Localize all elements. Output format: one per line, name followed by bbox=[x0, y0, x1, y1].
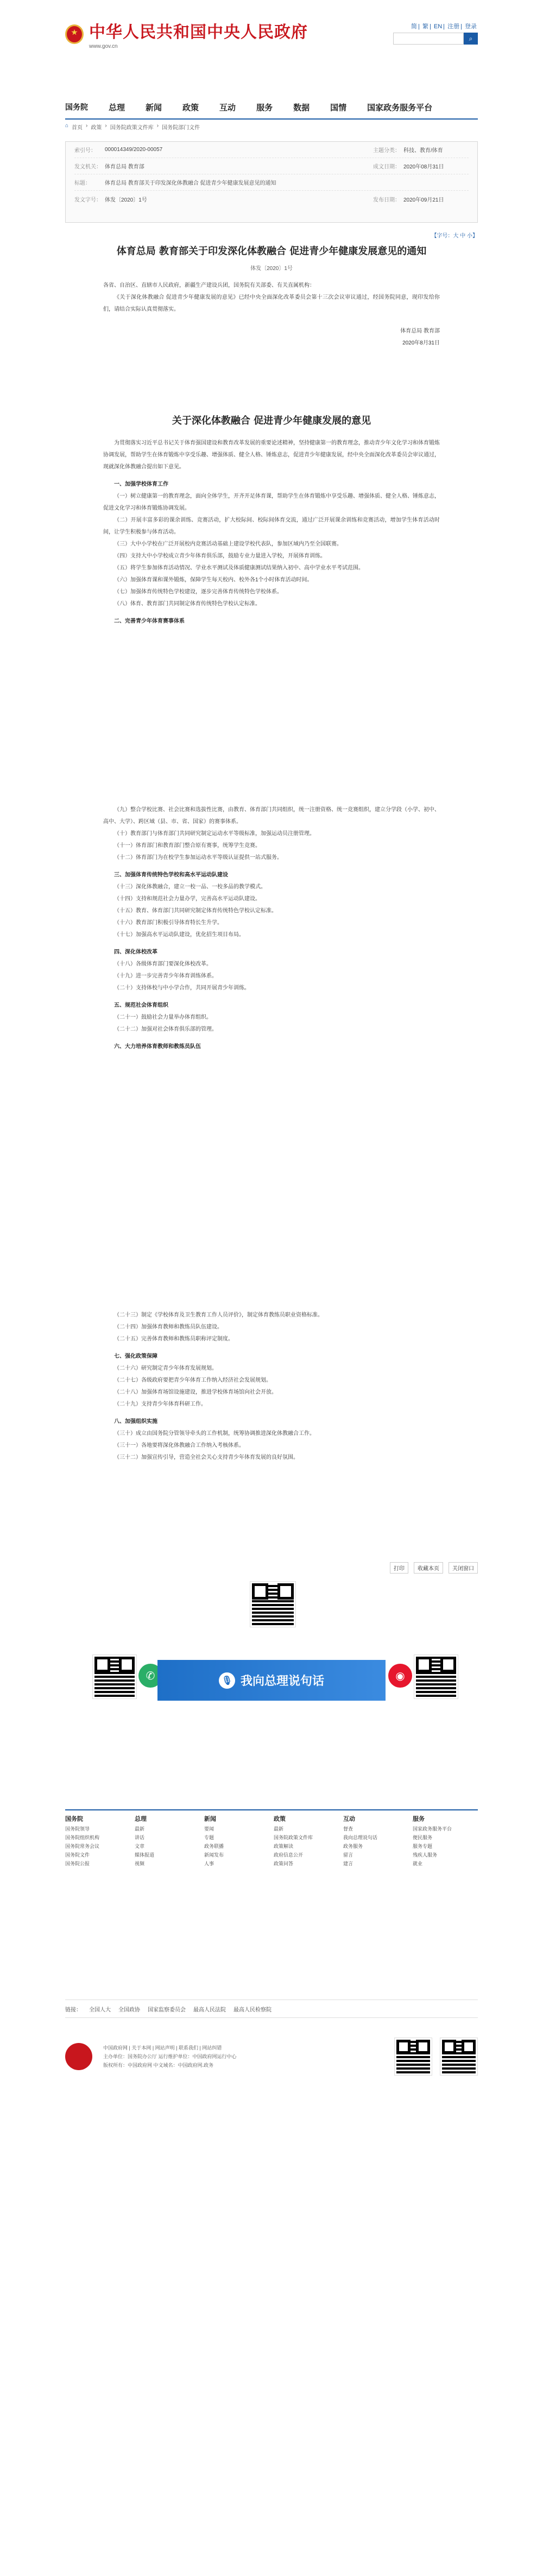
title-value: 体育总局 教育部关于印发深化体教融合 促进青少年健康发展意见的通知 bbox=[105, 180, 276, 186]
nav-guowuyuan[interactable]: 国务院 bbox=[65, 103, 88, 111]
pubdate-label: 发布日期： bbox=[373, 197, 400, 203]
footer-col-guowuyuan bbox=[65, 1815, 130, 1868]
section-7-heading: 七、强化政策保障 bbox=[114, 1353, 157, 1359]
article-docno: 体发〔2020〕1号 bbox=[250, 266, 293, 272]
issuer-value: 体育总局 教育部 bbox=[105, 164, 144, 170]
font-size-tools[interactable]: 【字号：大 中 小】 bbox=[431, 233, 478, 239]
footer-link[interactable]: 政策问答 bbox=[274, 1861, 294, 1866]
footer-link[interactable]: 政务联播 bbox=[204, 1844, 224, 1849]
footer-col-title[interactable]: 互动 bbox=[343, 1816, 355, 1822]
link-npc[interactable]: 全国人大 bbox=[89, 2007, 111, 2013]
footer-link[interactable]: 讲话 bbox=[135, 1835, 145, 1840]
footer-link[interactable]: 留言 bbox=[343, 1852, 353, 1858]
footer-link[interactable]: 督查 bbox=[343, 1826, 353, 1832]
nav-xinwen[interactable]: 新闻 bbox=[146, 103, 162, 112]
link-english[interactable]: EN bbox=[433, 23, 443, 30]
footer-col-hudong bbox=[343, 1815, 408, 1868]
footer-link[interactable]: 最新 bbox=[274, 1826, 284, 1832]
footer-link[interactable]: 视频 bbox=[135, 1861, 145, 1866]
docno-value: 体发〔2020〕1号 bbox=[105, 197, 147, 203]
crumb-library[interactable]: 国务院政策文件库 bbox=[110, 125, 154, 131]
section-2-heading: 二、完善青少年体育赛事体系 bbox=[114, 618, 185, 624]
footer-link[interactable]: 政策解读 bbox=[274, 1844, 294, 1849]
index-label: 索引号： bbox=[74, 148, 96, 154]
paragraph: （九）整合学校比赛、社会比赛和选拔性比赛，由教育、体育部门共同组织，统一注册资格、统一竞赛组织，建立分学段（小学、初中、高中、大学）、跨区域（县、市、省、国家）的赛事体系。 bbox=[103, 807, 440, 825]
paragraph: （二十三）制定《学校体育及卫生教育工作人员评价》，制定体育教练员职业资格标准。 bbox=[114, 1312, 323, 1318]
footer-col-title[interactable]: 总理 bbox=[135, 1816, 147, 1822]
link-cppcc[interactable]: 全国政协 bbox=[118, 2007, 140, 2013]
opinion-body-3 bbox=[103, 1309, 440, 1464]
paragraph: （二十七）各级政府要把青少年体育工作纳入经济社会发展规划。 bbox=[114, 1377, 272, 1383]
crumb-dept[interactable]: 国务院部门文件 bbox=[162, 125, 200, 131]
footer-icp: 版权所有：中国政府网 中文域名：中国政府网.政务 bbox=[103, 2063, 214, 2068]
footer-link[interactable]: 国务院文件 bbox=[65, 1852, 90, 1858]
paragraph: （三十一）各地要将深化体教融合工作纳入考核体系。 bbox=[114, 1443, 244, 1449]
section-6-heading: 六、大力培养体育教师和教练员队伍 bbox=[114, 1044, 201, 1050]
footer-link[interactable]: 政府信息公开 bbox=[274, 1852, 304, 1858]
paragraph: （二十五）完善体育教师和教练员职称评定制度。 bbox=[114, 1336, 233, 1342]
nav-zhengce[interactable]: 政策 bbox=[182, 103, 199, 112]
footer-nav bbox=[65, 1809, 478, 1868]
top-links: 简 | 繁 | EN | 注册 | 登录 bbox=[411, 23, 477, 30]
paragraph: （二十八）加强体育场馆设施建设，推进学校体育场馆向社会开放。 bbox=[114, 1389, 277, 1395]
home-icon: ⌂ bbox=[65, 123, 69, 129]
paragraph: （二十二）加强对社会体育俱乐部的管理。 bbox=[114, 1026, 217, 1032]
section-5-heading: 五、规范社会体育组织 bbox=[114, 1002, 168, 1008]
share-qr-code bbox=[250, 1581, 296, 1627]
header bbox=[0, 0, 543, 52]
docno-label: 发文字号： bbox=[74, 197, 102, 203]
footer-link[interactable]: 最新 bbox=[135, 1826, 145, 1832]
section-3-heading: 三、加强体育传统特色学校和高水平运动队建设 bbox=[114, 872, 228, 878]
search-icon[interactable]: ⌕ bbox=[464, 33, 478, 45]
paragraph: （十六）教育部门积极引导体育特长生升学。 bbox=[114, 920, 223, 926]
footer-link[interactable]: 我向总理说句话 bbox=[343, 1835, 378, 1840]
paragraph: （三）大中小学校在广泛开展校内竞赛活动基础上建设学校代表队，参加区域内乃至全国联赛。 bbox=[114, 541, 342, 547]
footer-about-links[interactable]: 中国政府网 | 关于本网 | 网站声明 | 联系我们 | 网站纠错 bbox=[103, 2045, 222, 2051]
weibo-icon[interactable]: ◉ bbox=[388, 1664, 412, 1688]
footer-col-fuwu bbox=[413, 1815, 478, 1868]
paragraph: （十八）各级体育部门要深化体校改革。 bbox=[114, 961, 212, 967]
paragraph: （三十二）加强宣传引导，营造全社会关心支持青少年体育发展的良好氛围。 bbox=[114, 1455, 299, 1461]
site-url: www.gov.cn bbox=[89, 43, 118, 49]
footer-link[interactable]: 建言 bbox=[343, 1861, 353, 1866]
print-button[interactable]: 打印 bbox=[390, 1562, 408, 1574]
nav-shuju[interactable]: 数据 bbox=[293, 103, 310, 112]
footer-col-xinwen bbox=[204, 1815, 269, 1868]
link-procuratorate[interactable]: 最高人民检察院 bbox=[233, 2007, 272, 2013]
footer-link[interactable]: 专题 bbox=[204, 1835, 214, 1840]
paragraph: （一）树立健康第一的教育理念，面向全体学生，开齐开足体育课，帮助学生在体育锻炼中享受乐趣、增强体质、健全人格、锤炼意志，促进文化学习和体育锻炼协调发展。 bbox=[103, 493, 440, 511]
footer-link[interactable]: 国务院政策文件库 bbox=[274, 1835, 313, 1840]
nav-platform[interactable]: 国家政务服务平台 bbox=[367, 103, 433, 112]
site-logo[interactable] bbox=[65, 18, 308, 49]
nav-guoqing[interactable]: 国情 bbox=[330, 103, 347, 112]
link-ccdi[interactable]: 国家监察委员会 bbox=[148, 2007, 186, 2013]
paragraph: （十二）体育部门为在校学生参加运动水平等级认证提供一站式服务。 bbox=[114, 855, 282, 861]
footer-col-zhengce bbox=[274, 1815, 339, 1868]
footer-link[interactable]: 残疾人服务 bbox=[413, 1852, 438, 1858]
app-qr-code bbox=[394, 2038, 432, 2076]
search-box bbox=[393, 33, 478, 45]
wechat-icon[interactable]: ✆ bbox=[138, 1664, 162, 1688]
nav-zongli[interactable]: 总理 bbox=[109, 103, 125, 112]
footer-col-title[interactable]: 新闻 bbox=[204, 1816, 216, 1822]
intro-paragraph: 《关于深化体教融合 促进青少年健康发展的意见》已经中央全面深化改革委员会第十三次会议审议通过，经国务院同意，现印发给你们，请结合实际认真贯彻落实。 bbox=[103, 294, 440, 312]
footer-sponsor: 主办单位：国务院办公厅 运行维护单位：中国政府网运行中心 bbox=[103, 2054, 237, 2059]
search-input[interactable] bbox=[393, 33, 464, 45]
paragraph: （二十四）加强体育教师和教练员队伍建设。 bbox=[114, 1324, 223, 1330]
title-label: 标题： bbox=[74, 180, 91, 186]
paragraph: （十五）教育、体育部门共同研究制定体育传统特色学校认定标准。 bbox=[114, 908, 277, 914]
nav-divider bbox=[65, 118, 478, 120]
opinion-body-2 bbox=[103, 804, 440, 1053]
paragraph: （二十六）研究制定青少年体育发展规划。 bbox=[114, 1365, 217, 1371]
topic-value: 科技、教育/体育 bbox=[403, 148, 443, 154]
link-register[interactable]: 注册 bbox=[447, 23, 460, 30]
paragraph: （十四）支持和规范社会力量办学，完善高水平运动队建设。 bbox=[114, 896, 261, 902]
paragraph: （五）将学生参加体育活动情况、学业水平测试及体质健康测试结果纳入初中、高中学业水平考试范围。 bbox=[114, 565, 364, 571]
breadcrumb: ⌂ 首页 › 政策 › 国务院政策文件库 › 国务院部门文件 bbox=[65, 123, 200, 131]
footer-link[interactable]: 要闻 bbox=[204, 1826, 214, 1832]
signature: 体育总局 教育部 bbox=[400, 328, 440, 334]
nav-fuwu[interactable]: 服务 bbox=[256, 103, 273, 112]
microphone-icon: 🎙 bbox=[219, 1672, 235, 1689]
footer-col-zongli bbox=[135, 1815, 200, 1868]
opinion-body bbox=[103, 437, 440, 628]
link-login[interactable]: 登录 bbox=[465, 23, 477, 30]
article-title: 体育总局 教育部关于印发深化体教融合 促进青少年健康发展意见的通知 bbox=[116, 246, 427, 257]
weibo-qr-code bbox=[414, 1654, 458, 1699]
footer-link[interactable]: 便民服务 bbox=[413, 1835, 433, 1840]
opinion-title: 关于深化体教融合 促进青少年健康发展的意见 bbox=[172, 415, 371, 427]
footer-link[interactable]: 国务院组织机构 bbox=[65, 1835, 100, 1840]
footer-divider bbox=[65, 1809, 478, 1810]
paragraph: （二十九）支持青少年体育科研工作。 bbox=[114, 1401, 206, 1407]
topic-label: 主题分类： bbox=[373, 148, 400, 154]
crumb-home[interactable]: 首页 bbox=[72, 125, 83, 131]
section-1-heading: 一、加强学校体育工作 bbox=[114, 481, 168, 487]
footer-link[interactable]: 服务专题 bbox=[413, 1844, 433, 1849]
notice-body bbox=[103, 280, 440, 349]
mini-program-qr-code bbox=[440, 2038, 478, 2076]
section-4-heading: 四、深化体校改革 bbox=[114, 949, 157, 955]
link-simplified[interactable]: 简 bbox=[411, 23, 418, 30]
paragraph: （十一）体育部门和教育部门整合原有赛事，统筹学生竞赛。 bbox=[114, 843, 261, 849]
footer-link[interactable]: 国务院公报 bbox=[65, 1861, 90, 1866]
footer-col-title[interactable]: 国务院 bbox=[65, 1816, 83, 1822]
party-emblem-icon bbox=[65, 2043, 92, 2070]
paragraph: （二十一）鼓励社会力量举办体育组织。 bbox=[114, 1014, 212, 1020]
message-premier-banner[interactable] bbox=[157, 1660, 386, 1701]
nav-hudong[interactable]: 互动 bbox=[219, 103, 236, 112]
crumb-policy[interactable]: 政策 bbox=[91, 125, 102, 131]
issuer-label: 发文机关： bbox=[74, 164, 102, 170]
site-footer bbox=[65, 2027, 478, 2086]
pubdate-value: 2020年09月21日 bbox=[403, 197, 444, 203]
link-traditional[interactable]: 繁 bbox=[422, 23, 428, 30]
site-title: 中华人民共和国中央人民政府 bbox=[89, 23, 308, 42]
paragraph: （二）开展丰富多彩的课余训练、竞赛活动，扩大校际间、校际间体育交流，通过广泛开展课余训练和竞赛活动，增加学生体育活动时间，让学生积极参与体育活动。 bbox=[103, 517, 440, 535]
paragraph: （二十）支持体校与中小学合作，共同开展青少年训练。 bbox=[114, 985, 250, 991]
sign-date: 2020年8月31日 bbox=[402, 340, 440, 346]
footer-link[interactable]: 媒体报道 bbox=[135, 1852, 155, 1858]
paragraph: （十三）深化体教融合，建立一校一品、一校多品的教学模式。 bbox=[114, 884, 266, 890]
national-emblem-icon bbox=[65, 24, 84, 44]
paragraph: （十）教育部门与体育部门共同研究制定运动水平等级标准，加强运动员注册管理。 bbox=[114, 831, 315, 837]
footer-link[interactable]: 人事 bbox=[204, 1861, 214, 1866]
footer-link[interactable]: 新闻发布 bbox=[204, 1852, 224, 1858]
banner-text: 我向总理说句话 bbox=[240, 1674, 324, 1688]
close-window-button[interactable]: 关闭窗口 bbox=[449, 1562, 478, 1574]
footer-link[interactable]: 就业 bbox=[413, 1861, 423, 1866]
index-value: 000014349/2020-00057 bbox=[105, 147, 163, 153]
date-label: 成文日期： bbox=[373, 164, 400, 170]
main-nav bbox=[65, 97, 478, 117]
section-8-heading: 八、加强组织实施 bbox=[114, 1419, 157, 1425]
paragraph: （十七）加强高水平运动队建设，优化招生项目布局。 bbox=[114, 932, 244, 938]
footer-link[interactable]: 国家政务服务平台 bbox=[413, 1826, 452, 1832]
body-intro: 为贯彻落实习近平总书记关于体育强国建设和教育改革发展的重要论述精神，坚持健康第一的教育理念，推动青少年文化学习和体育锻炼协调发展，帮助学生在体育锻炼中享受乐趣、增强体质、健全人格、锤炼意志，促进青少年健康发展，经中央全面深化改革委员会审议通过，现就深化体教融合提出如下意见。 bbox=[103, 440, 440, 470]
paragraph: （八）体育、教育部门共同制定体育传统特色学校认定标准。 bbox=[114, 601, 261, 607]
favorite-button[interactable]: 收藏本页 bbox=[414, 1562, 443, 1574]
footer-link[interactable]: 国务院常务会议 bbox=[65, 1844, 100, 1849]
paragraph: （六）加强体育课和课外锻炼，保障学生每天校内、校外各1个小时体育活动时间。 bbox=[114, 577, 313, 583]
paragraph: （四）支持大中小学校成立青少年体育俱乐部，鼓励专业力量进入学校，开展体育训练。 bbox=[114, 553, 326, 559]
external-links-bar bbox=[65, 2000, 478, 2018]
date-value: 2020年08月31日 bbox=[403, 164, 444, 170]
footer-col-title[interactable]: 服务 bbox=[413, 1816, 425, 1822]
bottom-tools bbox=[390, 1562, 478, 1574]
links-label: 链接： bbox=[65, 2007, 81, 2013]
link-court[interactable]: 最高人民法院 bbox=[193, 2007, 226, 2013]
weixin-qr-code bbox=[92, 1654, 137, 1699]
paragraph: （三十）成立由国务院分管领导牵头的工作机制，统筹协调推进深化体教融合工作。 bbox=[114, 1431, 315, 1437]
footer-link[interactable]: 国务院领导 bbox=[65, 1826, 90, 1832]
document-info-box bbox=[65, 141, 478, 223]
greeting: 各省、自治区、直辖市人民政府，新疆生产建设兵团，国务院有关部委、有关直属机构： bbox=[103, 283, 315, 289]
paragraph: （七）加强体育传统特色学校建设，逐步完善体育传统特色学校体系。 bbox=[114, 589, 282, 595]
paragraph: （十九）进一步完善青少年体育训练体系。 bbox=[114, 973, 217, 979]
footer-link[interactable]: 文章 bbox=[135, 1844, 145, 1849]
footer-link[interactable]: 政务服务 bbox=[343, 1844, 363, 1849]
footer-col-title[interactable]: 政策 bbox=[274, 1816, 286, 1822]
